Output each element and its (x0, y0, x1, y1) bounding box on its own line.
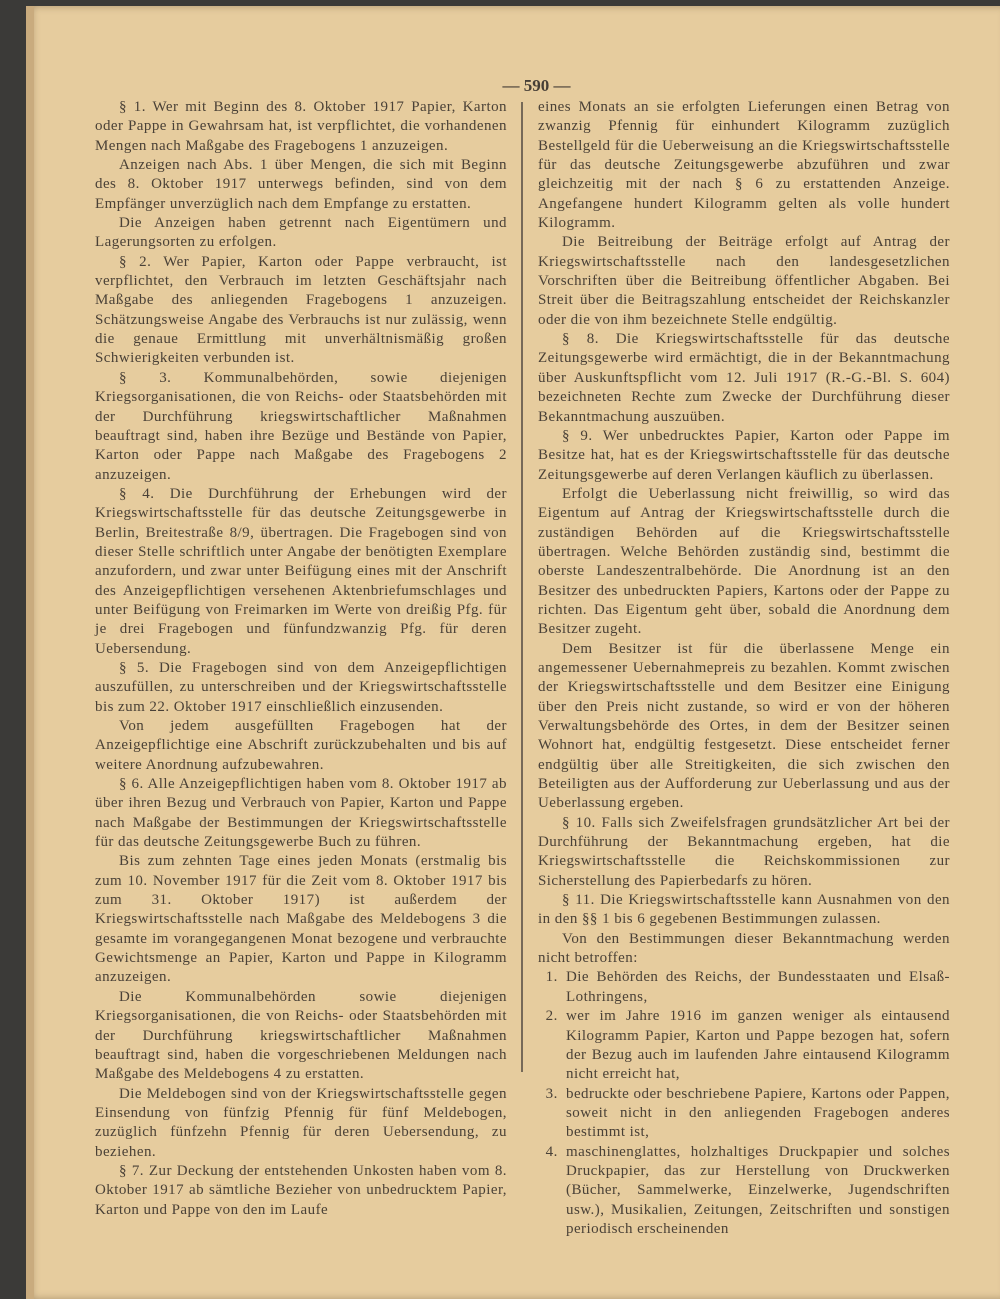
paragraph: § 9. Wer unbedrucktes Papier, Karton oder Pappe im Besitze hat, hat es der Kriegswirtschaftsstelle für das deutsche Zeitungsgewerbe auf deren Verlangen käuflich zu überlassen. (538, 427, 950, 483)
page-number: — 590 — (502, 76, 571, 95)
column-divider (521, 102, 523, 1072)
paragraph: § 10. Falls sich Zweifelsfragen grundsätzlicher Art bei der Durchführung der Bekanntmachung ergeben, hat die Kriegswirtschaftsstelle die Reichskommissionen zur Sicherstellung des Papierbedarfs zu hören. (538, 814, 950, 889)
paragraph: Die Kommunalbehörden sowie diejenigen Kriegsorganisationen, die von Reichs- oder Staatsbehörden mit der Durchführung kriegswirtschaftlicher Maßnahmen beauftragt sind, haben die vorgeschriebenen Meldungen nach Maßgabe des Meldebogens 4 zu erstatten. (95, 988, 507, 1083)
page-edge (26, 6, 34, 1299)
paragraph: § 6. Alle Anzeigepflichtigen haben vom 8. Oktober 1917 ab über ihren Bezug und Verbrauch von Papier, Karton und Pappe nach Maßgabe der Bestimmungen der Kriegswirtschaftsstelle für das deutsche Zeitungsgewerbe Buch zu führen. (95, 776, 507, 851)
right-column (538, 98, 950, 1239)
paragraph: § 7. Zur Deckung der entstehenden Unkosten haben vom 8. Oktober 1917 ab sämtliche Bezieher von unbedrucktem Papier, Karton und Pappe von den im Laufe (95, 1162, 507, 1218)
paragraph: Die Beitreibung der Beiträge erfolgt auf Antrag der Kriegswirtschaftsstelle nach den landesgesetzlichen Vorschriften über die Beitreibung öffentlicher Abgaben. Bei Streit über die Beitragszahlung entscheidet der Reichskanzler oder die von ihm bezeichnete Stelle endgültig. (538, 234, 950, 328)
paragraph: Die Anzeigen haben getrennt nach Eigentümern und Lagerungsorten zu erfolgen. (95, 215, 507, 251)
paragraph: Die Meldebogen sind von der Kriegswirtschaftsstelle gegen Einsendung von fünfzig Pfennig für fünf Meldebogen, zuzüglich fünfzehn Pfennig für deren Uebersendung, zu beziehen. (95, 1085, 507, 1160)
paragraph: Bis zum zehnten Tage eines jeden Monats (erstmalig bis zum 10. November 1917 für die Zeit vom 8. Oktober 1917 bis zum 31. Oktober 1917) ist außerdem der Kriegswirtschaftsstelle nach Maßgabe des Meldebogens 3 die gesamte im vorangegangenen Monat bezogene und verbrauchte Gewichtsmenge an Papier, Karton und Pappe in Kilogramm anzuzeigen. (95, 853, 507, 986)
list-item: 3. bedruckte oder beschriebene Papiere, Kartons oder Pappen, soweit nicht in den anliegenden Fragebogen anderes bestimmt ist, (562, 1085, 950, 1143)
paragraph: § 1. Wer mit Beginn des 8. Oktober 1917 Papier, Karton oder Pappe in Gewahrsam hat, ist verpflichtet, die vorhandenen Mengen nach Maßgabe des Fragebogens 1 anzuzeigen. (95, 99, 507, 154)
paragraph: § 2. Wer Papier, Karton oder Pappe verbraucht, ist verpflichtet, den Verbrauch im letzten Geschäftsjahr nach Maßgabe des anliegenden Fragebogens 1 anzuzeigen. Schätzungsweise Angabe des Verbrauchs ist nur zulässig, wenn die genaue Ermittlung mit unverhältnismäßig großen Schwierigkeiten verbunden ist. (95, 253, 507, 367)
paragraph: § 8. Die Kriegswirtschaftsstelle für das deutsche Zeitungsgewerbe wird ermächtigt, die in der Bekanntmachung über Auskunftspflicht vom 12. Juli 1917 (R.-G.-Bl. S. 604) bezeichneten Rechte zum Zwecke der Durchführung dieser Bekanntmachung auszuüben. (538, 331, 950, 425)
paragraph: Dem Besitzer ist für die überlassene Menge ein angemessener Uebernahmepreis zu bezahlen. Kommt zwischen der Kriegswirtschaftsstelle und dem Besitzer eine Einigung über den Preis nicht zustande, so wird er von der höheren Verwaltungsbehörde des Ortes, in dem der Besitzer seinen Wohnort hat, endgültig festgesetzt. Diese entscheidet ferner endgültig über alle Streitigkeiten, die sich zwischen den Beteiligten aus der Aufforderung zur Ueberlassung und aus der Ueberlassung ergeben. (538, 640, 950, 812)
paragraph: § 5. Die Fragebogen sind von dem Anzeigepflichtigen auszufüllen, zu unterschreiben und der Kriegswirtschaftsstelle bis zum 22. Oktober 1917 einschließlich einzusenden. (95, 659, 507, 715)
paragraph-continuation: eines Monats an sie erfolgten Lieferungen einen Betrag von zwanzig Pfennig für einhundert Kilogramm zuzüglich Bestellgeld für die Ueberweisung an die Kriegswirtschaftsstelle für das deutsche Zeitungsgewerbe abzuführen und zwar gleichzeitig mit der nach § 6 zu erstattenden Anzeige. Angefangene hundert Kilogramm gelten als volle hundert Kilogramm. (538, 99, 950, 232)
list-item: 4. maschinenglattes, holzhaltiges Druckpapier und solches Druckpapier, das zur Herstellung von Druckwerken (Bücher, Sammelwerke, Einzelwerke, Jugendschriften usw.), Musikalien, Zeitungen, Zeitschriften und sonstigen periodisch erscheinenden (562, 1143, 950, 1240)
exemption-list (538, 968, 950, 1239)
paragraph: § 3. Kommunalbehörden, sowie diejenigen Kriegsorganisationen, die von Reichs- oder Staatsbehörden mit der Durchführung kriegswirtschaftlicher Maßnahmen beauftragt sind, haben ihre Bezüge und Bestände von Papier, Karton oder Pappe nach Maßgabe des Fragebogens 2 anzuzeigen. (95, 369, 507, 483)
paragraph: Erfolgt die Ueberlassung nicht freiwillig, so wird das Eigentum auf Antrag der Kriegswirtschaftsstelle durch die zuständigen Behörden auf die Kriegswirtschaftsstelle übertragen. Welche Behörden zuständig sind, bestimmt die oberste Landeszentralbehörde. Die Anordnung ist an den Besitzer des unbedruckten Papiers, Kartons oder der Pappe zu richten. Das Eigentum geht über, sobald die Anordnung dem Besitzer zugeht. (538, 485, 950, 638)
paragraph: Von den Bestimmungen dieser Bekanntmachung werden nicht betroffen: (538, 930, 950, 967)
list-item: 2. wer im Jahre 1916 im ganzen weniger als eintausend Kilogramm Papier, Karton und Pappe bezogen hat, sofern der Bezug auch im laufenden Jahre eintausend Kilogramm nicht erreicht hat, (562, 1007, 950, 1084)
paragraph: § 4. Die Durchführung der Erhebungen wird der Kriegswirtschaftsstelle für das deutsche Zeitungsgewerbe in Berlin, Breitestraße 8/9, übertragen. Die Fragebogen sind von dieser Stelle schriftlich unter Angabe der benötigten Exemplare anzufordern, und zwar unter Beifügung eines mit der Anschrift des Anzeigepflichtigen versehenen Aktenbriefumschlages und unter Beifügung von Freimarken im Werte von dreißig Pfg. für je drei Fragebogen und fünfundzwanzig Pfg. für deren Uebersendung. (95, 485, 507, 657)
paragraph: Von jedem ausgefüllten Fragebogen hat der Anzeigepflichtige eine Abschrift zurückzubehalten und bis auf weitere Anordnung aufzubewahren. (95, 718, 507, 773)
paragraph: Anzeigen nach Abs. 1 über Mengen, die sich mit Beginn des 8. Oktober 1917 unterwegs befinden, sind von dem Empfänger unverzüglich nach dem Empfange zu erstatten. (95, 157, 507, 212)
paragraph: § 11. Die Kriegswirtschaftsstelle kann Ausnahmen von den in den §§ 1 bis 6 gegebenen Bestimmungen zulassen. (538, 892, 950, 928)
page (26, 6, 1000, 1299)
left-column (95, 98, 507, 1220)
list-item: 1. Die Behörden des Reichs, der Bundesstaaten und Elsaß-Lothringens, (562, 968, 950, 1007)
